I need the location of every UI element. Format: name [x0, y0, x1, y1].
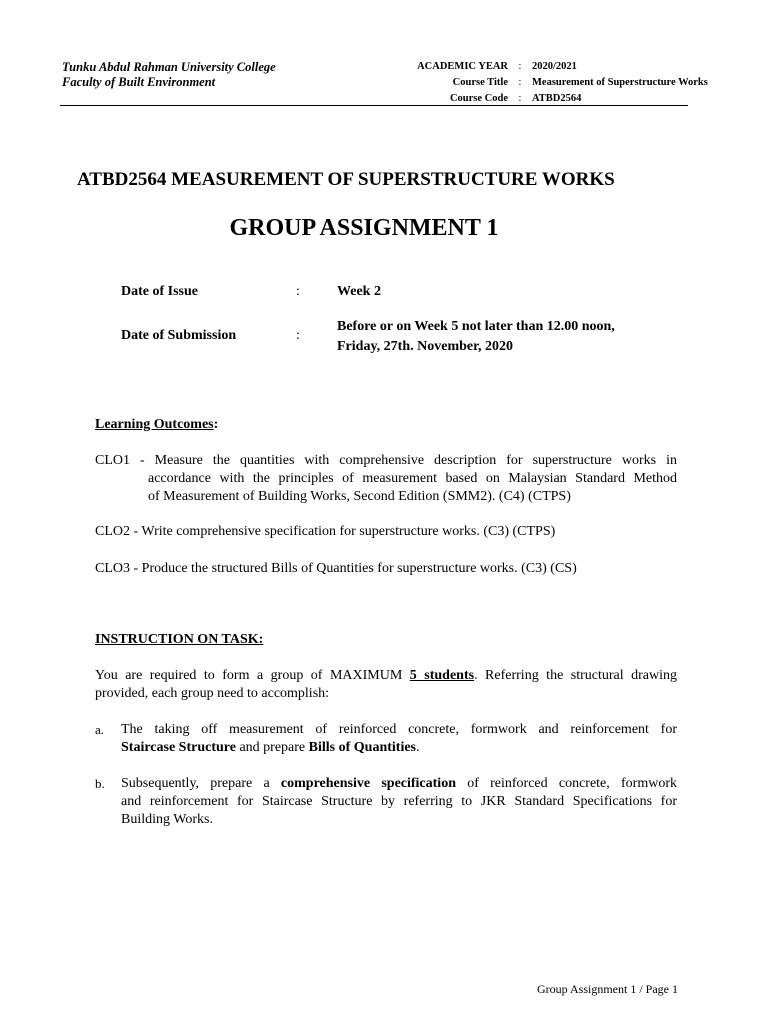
- clo1-line3: of Measurement of Building Works, Second Edition (SMM2). (C4) (CTPS): [148, 489, 571, 504]
- item-b-line1: Subsequently, prepare a comprehensive specification of reinforced concrete, formwork: [121, 776, 677, 791]
- assignment-title: GROUP ASSIGNMENT 1: [229, 215, 499, 241]
- issue-date-value: Week 2: [337, 284, 381, 299]
- academic-year-row: [408, 59, 708, 75]
- issue-date-colon: :: [296, 284, 300, 299]
- separator: :: [518, 61, 522, 72]
- separator: :: [518, 93, 522, 104]
- course-title-value: Measurement of Superstructure Works: [532, 77, 708, 88]
- instruction-heading: INSTRUCTION ON TASK:: [95, 632, 264, 647]
- page-footer: Group Assignment 1 / Page 1: [537, 982, 678, 996]
- clo3: CLO3 - Produce the structured Bills of Quantities for superstructure works. (C3) (CS): [95, 561, 577, 576]
- course-title-row: [408, 75, 708, 91]
- item-b-letter: b.: [95, 776, 105, 791]
- issue-date-label: Date of Issue: [121, 284, 198, 299]
- clo1-line1: CLO1 - Measure the quantities with comprehensive description for superstructure works in: [95, 453, 677, 468]
- submission-date-line2: Friday, 27th. November, 2020: [337, 339, 514, 354]
- clo2: CLO2 - Write comprehensive specification for superstructure works. (C3) (CTPS): [95, 524, 556, 539]
- course-code-label: Course Code: [449, 93, 508, 104]
- max-students: 5 students: [409, 668, 475, 683]
- item-b-line2: and reinforcement for Staircase Structure by referring to JKR Standard Specifications for: [121, 794, 677, 809]
- clo1-line2: accordance with the principles of measurement based on Malaysian Standard Method: [148, 471, 677, 486]
- course-heading: ATBD2564 MEASUREMENT OF SUPERSTRUCTURE WORKS: [77, 169, 615, 190]
- instruction-intro-line2: provided, each group need to accomplish:: [95, 686, 330, 701]
- course-title-label: Course Title: [452, 77, 508, 88]
- item-a-letter: a.: [95, 722, 105, 737]
- submission-date-label: Date of Submission: [121, 328, 237, 343]
- item-b-line3: Building Works.: [121, 812, 213, 827]
- submission-date-colon: :: [296, 328, 300, 343]
- academic-year-value: 2020/2021: [532, 61, 577, 72]
- submission-date-value: [337, 317, 615, 357]
- course-code-value: ATBD2564: [532, 93, 582, 104]
- header-institution-block: [62, 60, 276, 90]
- header-divider: [60, 105, 688, 106]
- learning-outcomes-heading: Learning Outcomes:: [95, 417, 219, 432]
- submission-date-line1: Before or on Week 5 not later than 12.00 noon,: [337, 319, 615, 334]
- item-a-line2: Staircase Structure and prepare Bills of Quantities.: [121, 740, 420, 755]
- academic-year-label: ACADEMIC YEAR: [417, 61, 508, 72]
- instruction-intro-line1: You are required to form a group of MAXIMUM 5 students. Referring the structural drawing: [95, 668, 677, 683]
- header-course-info: [408, 59, 708, 107]
- separator: :: [518, 77, 522, 88]
- faculty-name: Faculty of Built Environment: [62, 75, 216, 89]
- item-a-line1: The taking off measurement of reinforced concrete, formwork and reinforcement for: [121, 722, 677, 737]
- institution-name: Tunku Abdul Rahman University College: [62, 60, 276, 74]
